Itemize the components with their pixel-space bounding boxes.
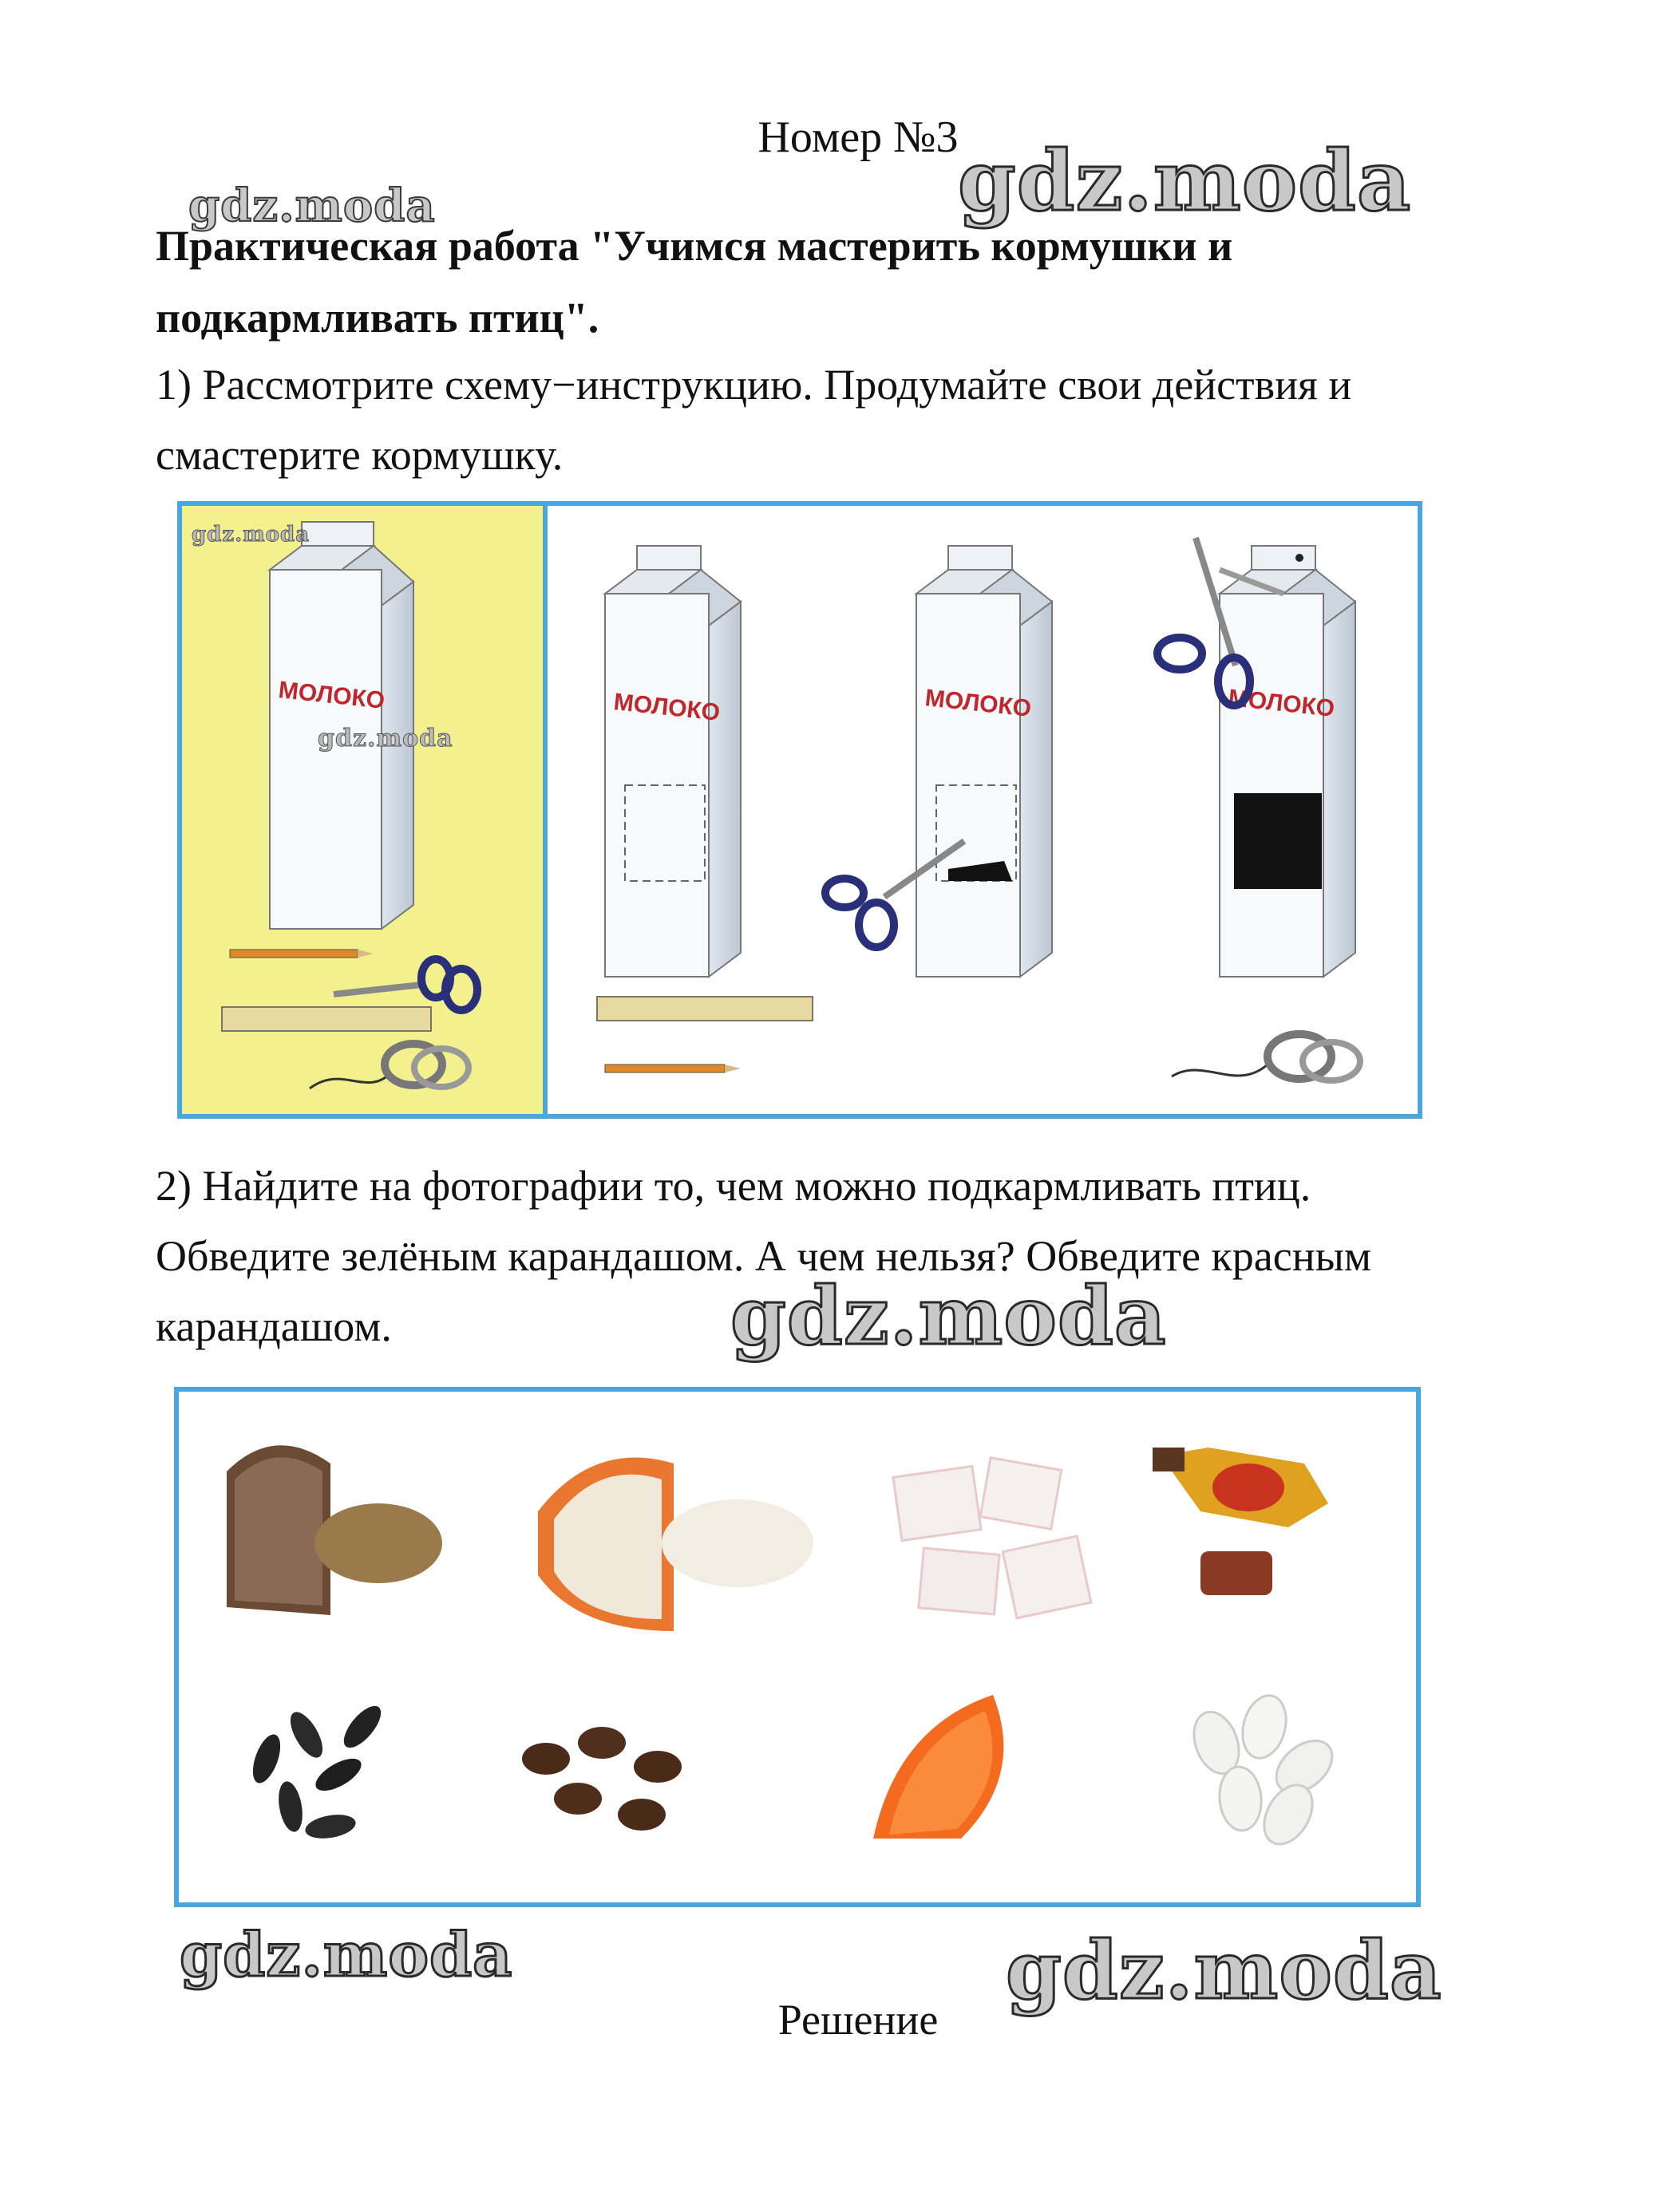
pencil-icon (605, 1065, 741, 1072)
pumpkin-seeds-icon (1186, 1691, 1342, 1853)
step2-line2: Обведите зелёным карандашом. А чем нельзя? Обведите красным (156, 1232, 1372, 1280)
step1-line1: 1) Рассмотрите схему−инструкцию. Продумайте свои действия и (156, 361, 1352, 409)
ruler-icon (597, 997, 813, 1021)
rye-bread-icon (227, 1445, 442, 1615)
watermark: gdz.moda (180, 1919, 513, 1990)
instruction-figure (177, 501, 1422, 1119)
ruler-icon (222, 1007, 431, 1031)
task-title-line2: подкармливать птиц". (156, 294, 599, 342)
watermark: gdz.moda (958, 132, 1412, 230)
watermelon-seeds-icon (522, 1727, 682, 1831)
panel-divider (543, 506, 548, 1114)
step2-line1: 2) Найдите на фотографии то, чем можно подкармливать птиц. (156, 1162, 1311, 1210)
page-number: Номер №3 (757, 113, 959, 162)
string-icon (1172, 1034, 1360, 1080)
task-title-line1: Практическая работа "Учимся мастерить кормушки и (156, 222, 1233, 270)
tangerine-slice-icon (873, 1695, 1003, 1839)
watermark: gdz.moda (192, 523, 310, 547)
white-bread-icon (538, 1458, 813, 1632)
milk-carton-icon (1220, 546, 1355, 977)
milk-carton-icon (605, 546, 741, 977)
sunflower-seeds-icon (247, 1700, 387, 1842)
svg-text:МОЛОКО: МОЛОКО (1227, 685, 1336, 722)
pencil-icon (230, 950, 374, 958)
watermark: gdz.moda (318, 725, 453, 752)
step1-line2: смастерите кормушку. (156, 431, 564, 479)
step2-line3: карандашом. (156, 1302, 392, 1350)
solution-label: Решение (777, 1996, 939, 2044)
svg-text:МОЛОКО: МОЛОКО (612, 689, 722, 726)
candy-icon (1153, 1448, 1328, 1595)
watermark: gdz.moda (1006, 1923, 1442, 2017)
instruction-illustration (182, 506, 1418, 1114)
watermark: gdz.moda (188, 180, 436, 232)
salo-icon (893, 1458, 1091, 1618)
svg-text:МОЛОКО: МОЛОКО (277, 677, 386, 714)
food-photo (174, 1387, 1421, 1907)
watermark: gdz.moda (730, 1269, 1167, 1363)
food-illustration (179, 1392, 1416, 1902)
milk-carton-icon (916, 546, 1052, 977)
svg-text:МОЛОКО: МОЛОКО (924, 685, 1033, 722)
